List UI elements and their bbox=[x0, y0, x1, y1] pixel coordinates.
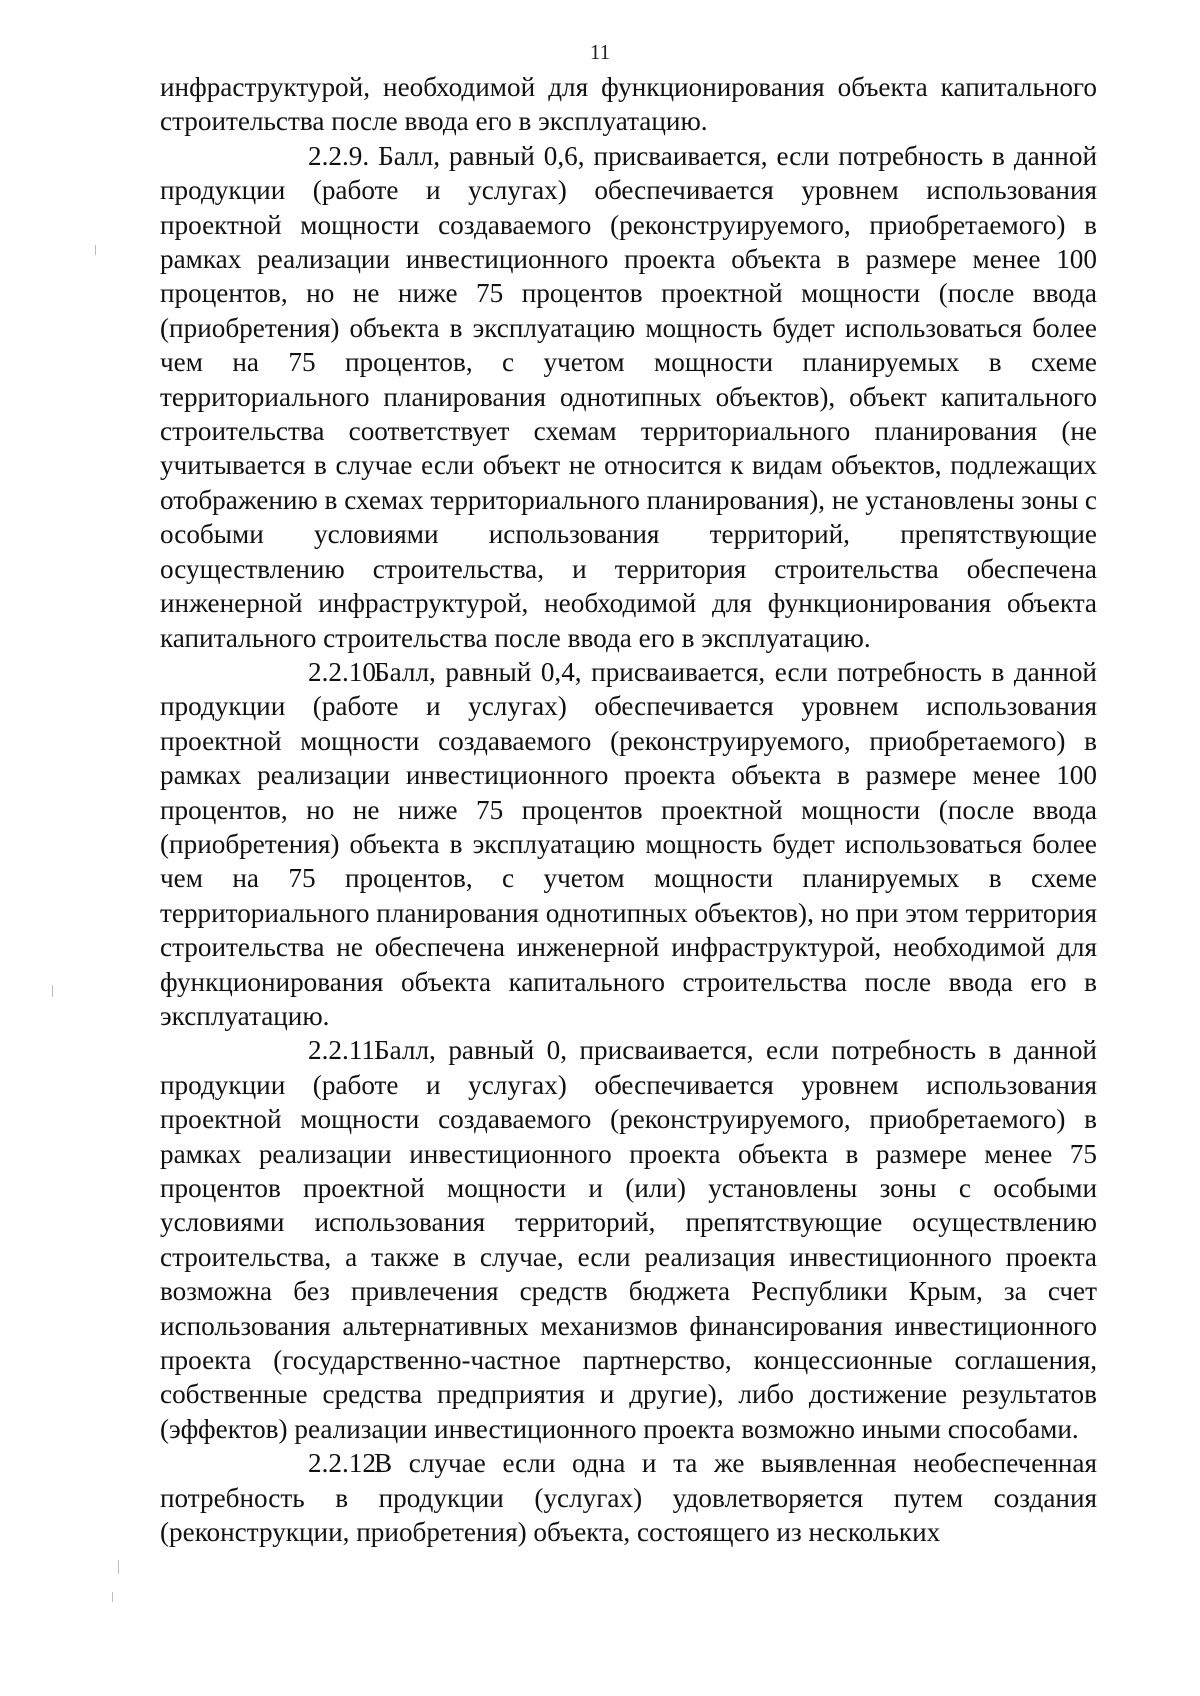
clause-number: 2.2.11. bbox=[308, 1035, 382, 1066]
scan-artifact bbox=[52, 985, 53, 997]
paragraph-continuation bbox=[160, 70, 1097, 139]
clause-number: 2.2.12. bbox=[308, 1448, 383, 1479]
scan-artifact bbox=[95, 245, 96, 255]
paragraph-2-2-9 bbox=[160, 139, 1097, 655]
paragraph-text: В случае если одна и та же выявленная необеспеченная потребность в продукции (услугах) удовлетворяется путем создания (реконструкции, приобретения) объекта, состоящего из нескольких bbox=[160, 1448, 1097, 1548]
paragraph-text: Балл, равный 0, присваивается, если потребность в данной продукции (работе и услугах) обеспечивается уровнем использования проектной мощности создаваемого (реконструируемого, приобретаемого) в рамках реализации инвестиционного проекта объекта в размере менее 75 процентов проектной мощности и (или) установлены зоны с особыми условиями использования территорий, препятствующие осуществлению строительства, а также в случае, если реализация инвестиционного проекта возможна без привлечения средств бюджета Республики Крым, за счет использования альтернативных механизмов финансирования инвестиционного проекта (государственно-частное партнерство, концессионные соглашения, собственные средства предприятия и другие), либо достижение результатов (эффектов) реализации инвестиционного проекта возможно иными способами. bbox=[160, 1035, 1097, 1444]
paragraph-2-2-12 bbox=[160, 1446, 1097, 1549]
paragraph-2-2-10 bbox=[160, 655, 1097, 1033]
paragraph-2-2-11 bbox=[160, 1033, 1097, 1446]
scan-artifact bbox=[118, 1560, 119, 1574]
clause-number: 2.2.9. bbox=[308, 140, 370, 171]
scan-artifact bbox=[112, 1592, 113, 1602]
clause-number: 2.2.10. bbox=[308, 656, 383, 687]
paragraph-text: Балл, равный 0,4, присваивается, если потребность в данной продукции (работе и услугах) обеспечивается уровнем использования проектной мощности создаваемого (реконструируемого, приобретаемого) в рамках реализации инвестиционного проекта объекта в размере менее 100 процентов, но не ниже 75 процентов проектной мощности (после ввода (приобретения) объекта в эксплуатацию мощность будет использоваться более чем на 75 процентов, с учетом мощности планируемых в схеме территориального планирования однотипных объектов), но при этом территория строительства не обеспечена инженерной инфраструктурой, необходимой для функционирования объекта капитального строительства после ввода его в эксплуатацию. bbox=[160, 656, 1097, 1031]
page-number: 11 bbox=[589, 40, 611, 64]
paragraph-text: Балл, равный 0,6, присваивается, если потребность в данной продукции (работе и услугах) обеспечивается уровнем использования проектной мощности создаваемого (реконструируемого, приобретаемого) в рамках реализации инвестиционного проекта объекта в размере менее 100 процентов, но не ниже 75 процентов проектной мощности (после ввода (приобретения) объекта в эксплуатацию мощность будет использоваться более чем на 75 процентов, с учетом мощности планируемых в схеме территориального планирования однотипных объектов), объект капитального строительства соответствует схемам территориального планирования (не учитывается в случае если объект не относится к видам объектов, подлежащих отображению в схемах территориального планирования), не установлены зоны с особыми условиями использования территорий, препятствующие осуществлению строительства, и территория строительства обеспечена инженерной инфраструктурой, необходимой для функционирования объекта капитального строительства после ввода его в эксплуатацию. bbox=[160, 140, 1097, 653]
document-body bbox=[160, 70, 1097, 1549]
paragraph-text: инфраструктурой, необходимой для функционирования объекта капитального строительства после ввода его в эксплуатацию. bbox=[160, 72, 1097, 137]
